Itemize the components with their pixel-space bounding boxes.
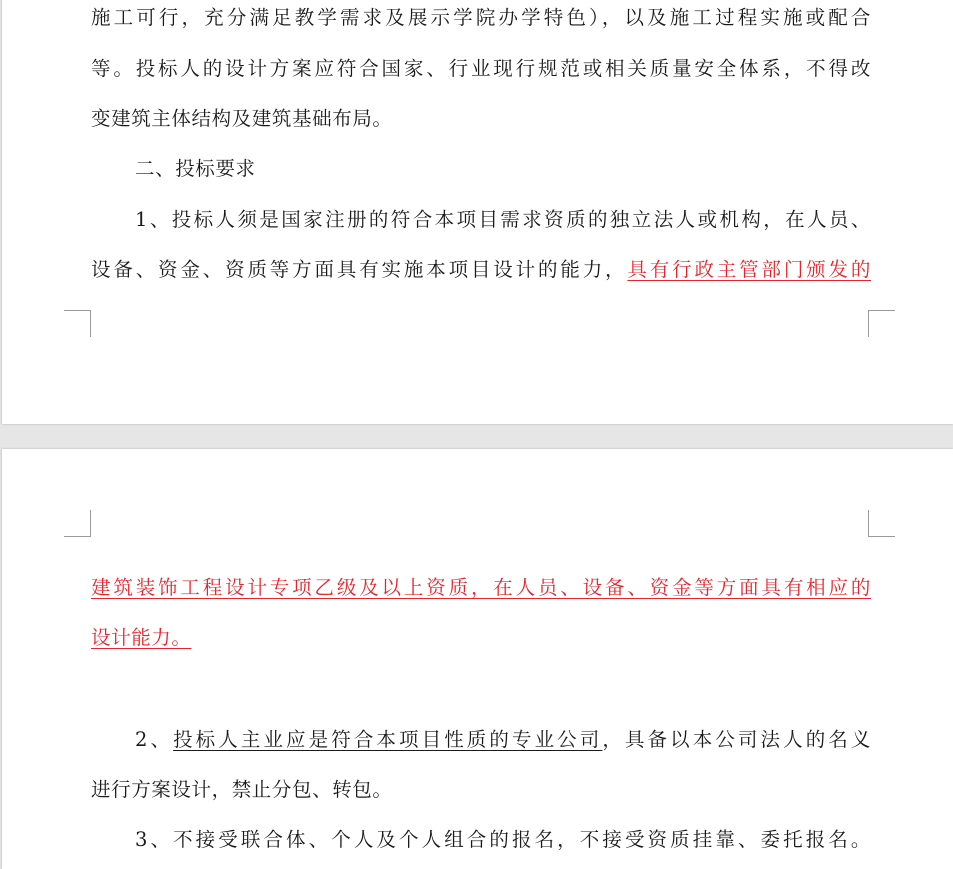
red-underlined-line: 建筑装饰工程设计专项乙级及以上资质，在人员、设备、资金等方面具有相应的 — [91, 576, 871, 599]
body-text-line: 变建筑主体结构及建筑基础布局。 — [91, 107, 393, 130]
crop-mark-bottom-left — [64, 310, 91, 337]
document-page-1 — [2, 0, 953, 424]
underlined-text: 投标人主业应是符合本项目性质的专业公司 — [173, 728, 603, 751]
body-text-line: 等。投标人的设计方案应符合国家、行业现行规范或相关质量安全体系，不得改 — [91, 57, 871, 80]
plain-text: ，具备以本公司法人的名义 — [602, 728, 871, 751]
section-heading: 二、投标要求 — [135, 157, 256, 180]
body-text-line — [91, 728, 871, 752]
body-text-line: 1、投标人须是国家注册的符合本项目需求资质的独立法人或机构，在人员、 — [135, 208, 871, 231]
red-underlined-line: 设计能力。 — [91, 626, 192, 649]
body-text-line: 进行方案设计，禁止分包、转包。 — [91, 778, 393, 801]
crop-mark-top-left — [64, 510, 91, 537]
crop-mark-top-right — [868, 510, 895, 537]
body-text-line — [91, 258, 871, 282]
body-text-line: 施工可行，充分满足教学需求及展示学院办学特色），以及施工过程实施或配合 — [91, 6, 871, 29]
item-number: 2、 — [135, 728, 174, 751]
document-page-2 — [2, 449, 953, 869]
plain-text: 设备、资金、资质等方面具有实施本项目设计的能力， — [91, 258, 628, 281]
crop-mark-bottom-right — [868, 310, 895, 337]
red-underlined-text: 具有行政主管部门颁发的 — [627, 258, 871, 281]
body-text-line: 3、不接受联合体、个人及个人组合的报名，不接受资质挂靠、委托报名。 — [135, 828, 871, 851]
